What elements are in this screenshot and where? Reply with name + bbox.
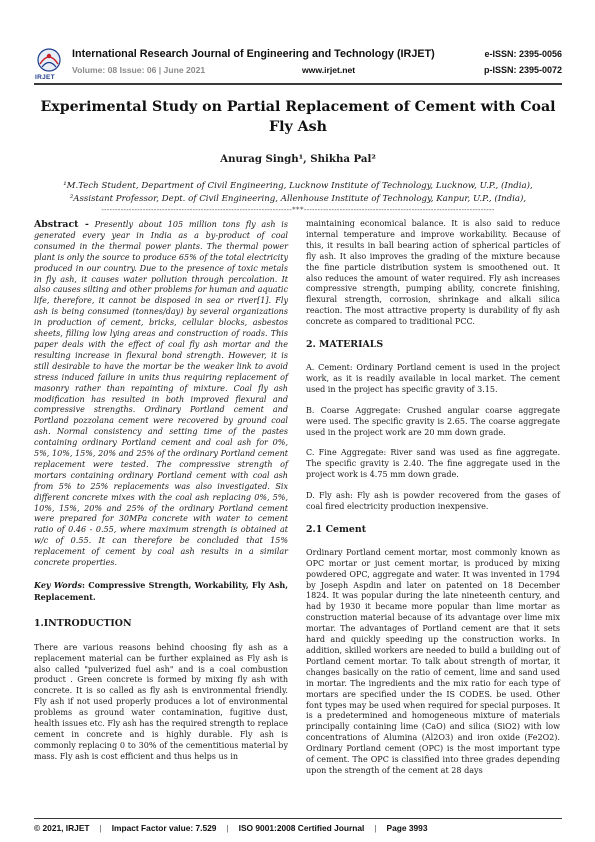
footer-impact-factor: Impact Factor value: 7.529 bbox=[111, 823, 217, 833]
page-header bbox=[34, 45, 562, 81]
irjet-logo-icon bbox=[34, 47, 64, 77]
footer-rule bbox=[34, 818, 562, 819]
material-coarse-aggregate: B. Coarse Aggregate: Crushed angular coarse aggregate were used. The specific gravity is 2.65. The coarse aggregate used in the project work are 20 mm down grade. bbox=[306, 405, 560, 437]
journal-url[interactable]: www.irjet.net bbox=[302, 65, 356, 75]
keywords bbox=[34, 580, 288, 604]
material-cement: A. Cement: Ordinary Portland cement is used in the project work, as it is readily available in local market. The cement used in the project has specific gravity of 3.15. bbox=[306, 362, 560, 394]
cement-paragraph: Ordinary Portland cement mortar, most commonly known as OPC mortar or just cement mortar, is produced by mixing powdered OPC, aggregate and water. It was invented in 1794 by Joseph Aspdin and later on patented on 18 December 1824. It was popular during the late nineteenth century, and had by 1930 it became more popular than lime mortar as construction material because of its advantage over lime mix mortar. The advantages of Portland cement are that it sets hard and quickly speeding up the construction works. In addition, skilled workers are needed to build a building out of Portland cement mortar. To talk about strength of mortar, it changes basically on the ratio of cement, lime and sand used in mortar. The ingredients and the mix ratio for each type of mortars are specified under the IS CODES. be used. Other font types may be used when required for special purposes. It is a predetermined and homogeneous mixture of materials principally containing lime (CaO) and silica (SiO2) with low concentrations of Alumina (Al2O3) and iron oxide (Fe2O2). Ordinary Portland cement (OPC) is the most important type of cement. The OPC is classified into three grades depending upon the strength of the cement at 28 days bbox=[306, 547, 560, 775]
eissn: e-ISSN: 2395-0056 bbox=[484, 49, 562, 59]
footer-copyright: © 2021, IRJET bbox=[34, 823, 90, 833]
affiliation-1: ¹M.Tech Student, Department of Civil Engineering, Lucknow Institute of Technology, Lucknow, U.P., (India), bbox=[63, 181, 533, 191]
keywords-text: : Compressive Strength, Workability, Fly Ash, Replacement. bbox=[34, 580, 289, 602]
cement-heading: 2.1 Cement bbox=[306, 523, 367, 535]
volume-issue: Volume: 08 Issue: 06 | June 2021 bbox=[72, 65, 206, 75]
page-footer bbox=[34, 823, 562, 833]
material-fine-aggregate: C. Fine Aggregate: River sand was used as fine aggregate. The specific gravity is 2.40. The fine aggregate used in the project work is 4.75 mm down grade. bbox=[306, 448, 560, 480]
header-rule bbox=[34, 83, 562, 85]
left-column bbox=[34, 220, 288, 763]
intro-paragraph: There are various reasons behind choosing fly ash as a replacement material can be further explained as Fly ash is also called "pulverized fuel ash" and is a coal combustion product . Green concrete is formed by mixing fly ash with concrete. It is so called as fly ash is environmental friendly. Fly ash if not used properly produces a lot of environmental problems as ground water contamination, fugitive dust, health issues etc. Fly ash has the required strength to replace cement in concrete and is highly durable. Fly ash is commonly replacing 0 to 30% of the cementitious material by mass. Fly ash is cost efficient and thus helps us in bbox=[34, 642, 288, 761]
section-separator: ---------------------------------------------------------------------***--------------------------------------------------------------------- bbox=[101, 206, 495, 214]
affiliation-2: ²Assistant Professor, Dept. of Civil Engineering, Allenhouse Institute of Technology, Kanpur, U.P., (India), bbox=[69, 193, 527, 204]
paper-title: Experimental Study on Partial Replacement of Cement with Coal Fly Ash bbox=[40, 99, 556, 135]
footer-divider: | bbox=[226, 823, 229, 833]
paper-authors: Anurag Singh¹, Shikha Pal² bbox=[220, 153, 376, 165]
abstract bbox=[34, 220, 288, 569]
footer-iso: ISO 9001:2008 Certified Journal bbox=[238, 823, 365, 833]
footer-divider: | bbox=[99, 823, 102, 833]
pissn: p-ISSN: 2395-0072 bbox=[483, 65, 562, 75]
material-fly-ash: D. Fly ash: Fly ash is powder recovered from the gases of coal fired electricity production inexpensive. bbox=[306, 491, 560, 512]
materials-heading: 2. MATERIALS bbox=[306, 339, 384, 351]
keywords-label: Key Words bbox=[34, 580, 83, 590]
logo-text: IRJET bbox=[35, 74, 55, 81]
intro-continuation: maintaining economical balance. It is also said to reduce internal temperature and improve workability. Because of this, it results in ball bearing action of spherical particles of fly ash. It also improves the grading of the mixture because the fine particle distribution system is smoothened out. It also reduces the amount of water required. Fly ash increases compressive strength, pumping ability, concrete finishing, flexural strength, corrosion, shrinkage and alkali silica reaction. The most attractive property is durability of fly ash concrete as compared to traditional PCC. bbox=[306, 219, 560, 327]
affiliations bbox=[40, 180, 556, 205]
intro-heading: 1.INTRODUCTION bbox=[34, 617, 132, 629]
abstract-text: Presently about 105 million tons fly ash is generated every year in India as a by-product of coal consumed in the thermal power plants. The thermal power plant is only the source to produce 65% of the total electricity produced in our country. Due to the presence of toxic metals in fly ash, it causes water pollution through percolation. It also causes silting and other problems for human and aquatic life, therefore, it cannot be disposed in sea or river[1]. Fly ash is being consumed (tonnes/day) by several organizations in production of cement, bricks, cellular blocks, asbestos sheets, filling low lying areas and construction of roads. This paper deals with the effect of coal fly ash mortar and the resulting increase in flexural bond strength. However, it is still desirable to have the mortar be the weaker link to avoid stress induced failure in units thus requiring replacement of masonry rather than repainting of mixture. Coal fly ash modification has resulted in both improved flexural and compressive strengths. Ordinary Portland cement and Portland pozzolana cement were recovered by ground coal ash. Normal consistency and setting time of the pastes containing ordinary Portland cement and coal ash for 0%, 5%, 10%, 15%, 20% and 25% of the ordinary Portland cement replacement were tested. The compressive strength of mortars containing ordinary Portland cement with coal ash from 5% to 25% replacements was also investigated. Six different concrete mixes with the coal ash replacing 0%, 5%, 10%, 15%, 20% and 25% of the ordinary Portland cement were prepared for 30MPa concrete with water to cement ratio of 0.46 - 0.55, where maximum strength is obtained at w/c of 0.55. It can therefore be concluded that 15% replacement of cement by coal ash results in a similar concrete properties. bbox=[34, 220, 288, 568]
journal-name: International Research Journal of Engineering and Technology (IRJET) bbox=[72, 48, 435, 60]
abstract-label: Abstract - bbox=[34, 219, 89, 230]
right-column bbox=[306, 220, 560, 777]
footer-divider: | bbox=[374, 823, 377, 833]
footer-page-number: Page 3993 bbox=[386, 823, 428, 833]
